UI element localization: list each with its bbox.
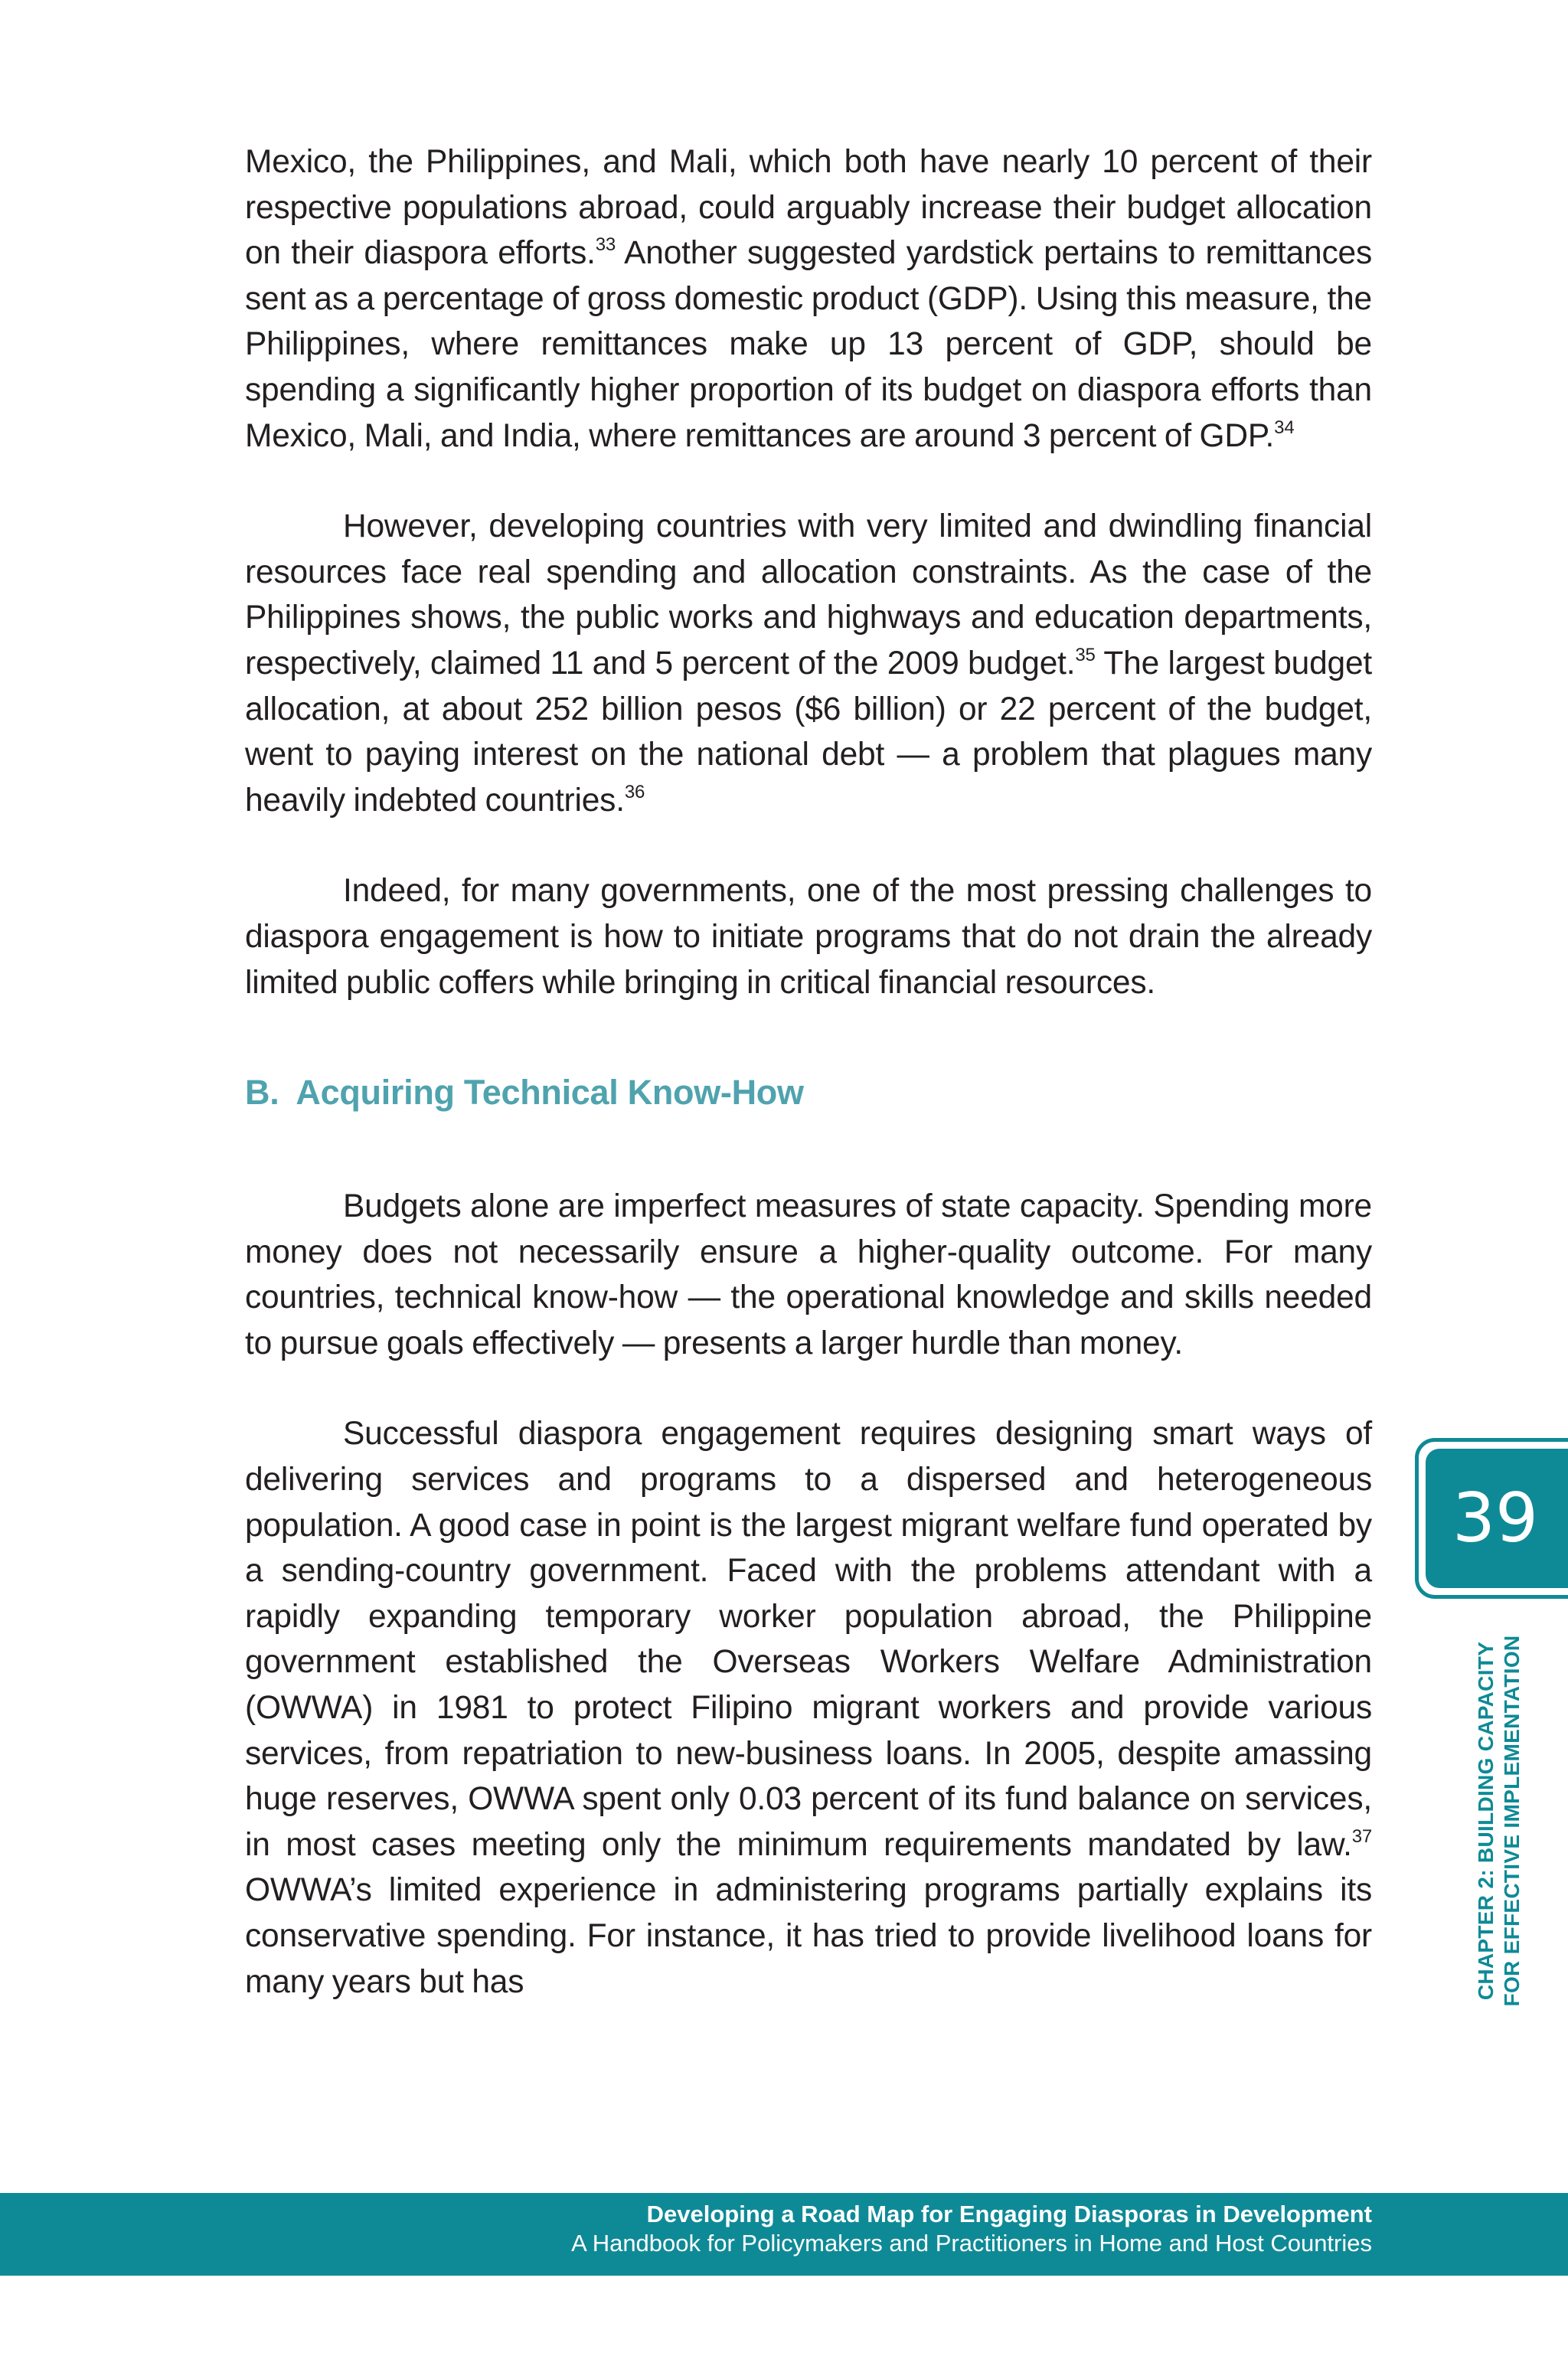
- paragraph-text: Budgets alone are imperfect measures of state capacity. Spending more money does not necessarily ensure a higher-quality outcome. For many countries, technical know-how — the operational knowledge and skills needed to pursue goals effectively — presents a larger hurdle than money.: [245, 1188, 1372, 1361]
- footnote-ref-35[interactable]: 35: [1075, 644, 1096, 665]
- body-paragraph: [245, 139, 1372, 459]
- body-paragraph: [245, 1184, 1372, 1366]
- chapter-title-line-1: CHAPTER 2: BUILDING CAPACITY: [1474, 1641, 1498, 2001]
- paragraph-text: However, developing countries with very limited and dwindling financial resources face real spending and allocation constraints. As the case of the Philippines shows, the public works and highways and education departments, respectively, claimed 11 and 5 percent of the 2009 budget.: [245, 508, 1372, 681]
- paragraph-text: Another suggested yardstick pertains to remittances sent as a percentage of gross domestic product (GDP). Using this measure, the Philippines, where remittances make up 13 percent of GDP, should be spending a significantly higher proportion of its budget on diaspora efforts than Mexico, Mali, and India, where remittances are around 3 percent of GDP.: [245, 235, 1373, 454]
- paragraph-text: The largest budget allocation, at about 252 billion pesos ($6 billion) or 22 percent of the budget, went to paying interest on the national debt — a problem that plagues many heavily indebted countries.: [245, 645, 1372, 819]
- body-paragraph: [245, 868, 1372, 1005]
- page-number: 39: [1452, 1479, 1538, 1557]
- section-label: B.: [245, 1073, 279, 1113]
- body-paragraph: [245, 504, 1372, 823]
- chapter-title-line-2: FOR EFFECTIVE IMPLEMENTATION: [1500, 1635, 1524, 2007]
- footer-book-title: Developing a Road Map for Engaging Diasporas in Development: [646, 2201, 1372, 2227]
- body-text-column: [245, 139, 1372, 2005]
- chapter-title-rotated: [1473, 1629, 1525, 2012]
- footnote-ref-36[interactable]: 36: [624, 781, 645, 802]
- section-title: Acquiring Technical Know-How: [296, 1073, 804, 1113]
- footnote-ref-33[interactable]: 33: [595, 234, 616, 256]
- footer-book-subtitle: A Handbook for Policymakers and Practitioners in Home and Host Countries: [571, 2230, 1372, 2257]
- paragraph-text: OWWA’s limited experience in administering programs partially explains its conservative spending. For instance, it has tried to provide livelihood loans for many years but has: [245, 1872, 1372, 2000]
- body-paragraph: [245, 1411, 1372, 2005]
- footnote-ref-34[interactable]: 34: [1274, 417, 1295, 438]
- chapter-title-vertical: [1449, 1629, 1549, 2012]
- paragraph-text: Successful diaspora engagement requires designing smart ways of delivering services and programs to a dispersed and heterogeneous population. A good case in point is the largest migrant welfare fund operated by a sending-country government. Faced with the problems attendant with a rapidly expanding temporary worker population abroad, the Philippine government established the Overseas Workers Welfare Administration (OWWA) in 1981 to protect Filipino migrant workers and provide various services, from repatriation to new-business loans. In 2005, despite amassing huge reserves, OWWA spent only 0.03 percent of its fund balance on services, in most cases meeting only the minimum requirements mandated by law.: [245, 1416, 1372, 1863]
- footnote-ref-37[interactable]: 37: [1351, 1825, 1372, 1847]
- paragraph-text: Mexico, the Philippines, and Mali, which both have nearly 10 percent of their respective populations abroad, could arguably increase their budget allocation on their diaspora efforts.: [245, 144, 1372, 272]
- paragraph-text: Indeed, for many governments, one of the most pressing challenges to diaspora engagement is how to initiate programs that do not drain the already limited public coffers while bringing in critical financial resources.: [245, 873, 1372, 1001]
- section-heading: [245, 1070, 1372, 1116]
